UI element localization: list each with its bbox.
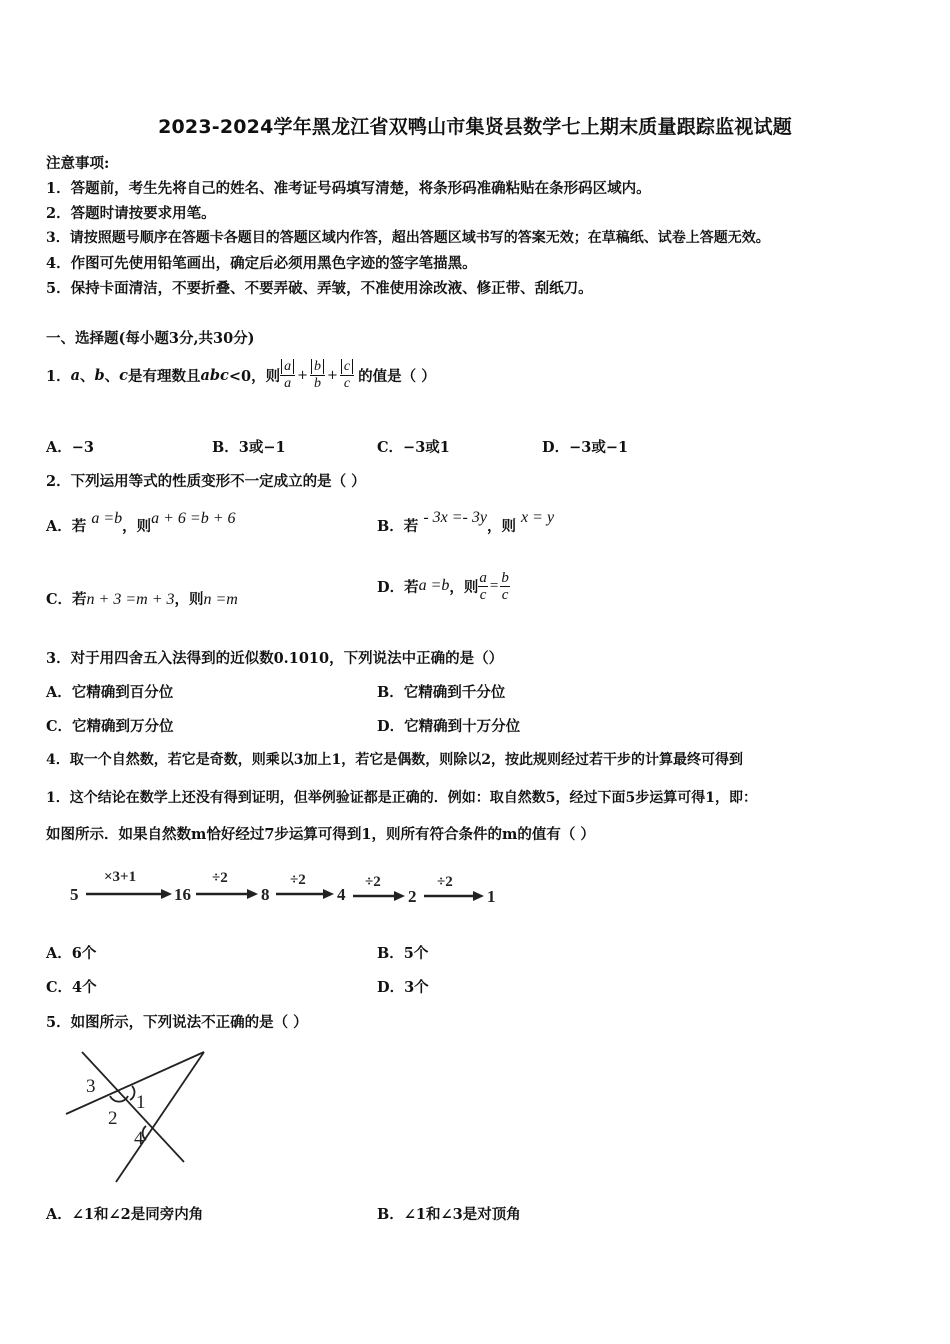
question-1 bbox=[46, 352, 436, 398]
then-text: ，则 bbox=[449, 578, 479, 596]
angle-label-3: 3 bbox=[86, 1076, 96, 1097]
arrow-head-icon bbox=[247, 889, 258, 899]
q1-option-b[interactable]: B．3或−1 bbox=[212, 439, 286, 456]
q1-option-c[interactable]: C．−3或1 bbox=[377, 439, 450, 456]
denominator: a bbox=[284, 375, 292, 391]
flow-num-5: 5 bbox=[70, 885, 79, 904]
condition-abc: abc bbox=[200, 366, 229, 384]
angle-arc-2 bbox=[110, 1096, 128, 1102]
math-expr: a + 6 =b + 6 bbox=[151, 510, 236, 527]
sep: 、 bbox=[104, 367, 120, 385]
q3-option-d[interactable]: D．它精确到十万分位 bbox=[377, 718, 521, 735]
intersecting-lines-figure bbox=[60, 1044, 210, 1184]
notice-item-3: 3．请按照题号顺序在答题卡各题目的答题区域内作答，超出答题区域书写的答案无效；在草稿纸、试卷上答题无效。 bbox=[46, 230, 770, 246]
angle-label-2: 2 bbox=[108, 1108, 118, 1129]
flow-num-2: 2 bbox=[408, 887, 417, 906]
math-expr: n =m bbox=[203, 591, 238, 608]
numerator: c bbox=[341, 359, 353, 374]
sep: 、 bbox=[80, 367, 95, 385]
angle-arc-1 bbox=[130, 1086, 134, 1100]
fraction-abs-c-over-c bbox=[340, 359, 354, 392]
denominator: b bbox=[314, 375, 322, 391]
denominator: c bbox=[343, 375, 351, 391]
fraction-b-over-c bbox=[500, 570, 510, 603]
question-3: 3．对于用四舍五入法得到的近似数0.1010，下列说法中正确的是（） bbox=[46, 650, 504, 667]
fraction-abs-a-over-a bbox=[280, 359, 295, 392]
option-label: D．若 bbox=[377, 578, 419, 596]
flow-num-1: 1 bbox=[487, 887, 496, 906]
flow-num-8: 8 bbox=[261, 885, 270, 904]
q4-option-b[interactable]: B．5个 bbox=[377, 945, 429, 962]
flow-num-4: 4 bbox=[337, 885, 346, 904]
var-b: b bbox=[94, 366, 105, 384]
arrow-head-icon bbox=[473, 891, 484, 901]
section-heading-choice: 一、选择题(每小题3分,共30分) bbox=[46, 330, 255, 347]
arrow-head-icon bbox=[161, 889, 172, 899]
option-label: B．若 bbox=[377, 518, 419, 535]
flow-op-div2: ÷2 bbox=[365, 874, 381, 890]
q2-option-c[interactable] bbox=[46, 588, 238, 609]
math-expr: - 3x =- 3y bbox=[423, 509, 487, 526]
var-a: a bbox=[70, 366, 80, 384]
then-text: ，则 bbox=[174, 591, 204, 608]
plus-sign: + bbox=[297, 367, 309, 383]
equals-sign: = bbox=[489, 577, 499, 594]
question-1-tail: 的值是（ ） bbox=[358, 367, 436, 385]
q1-option-a[interactable]: A．−3 bbox=[46, 439, 94, 456]
math-expr: a =b bbox=[91, 510, 123, 527]
fraction-a-over-c bbox=[478, 570, 488, 603]
q5-option-a[interactable]: A．∠1和∠2是同旁内角 bbox=[46, 1206, 204, 1223]
question-5: 5．如图所示，下列说法不正确的是（ ） bbox=[46, 1014, 308, 1031]
var-c: c bbox=[119, 366, 128, 384]
flow-op-div2: ÷2 bbox=[437, 874, 453, 890]
numerator: b bbox=[311, 359, 324, 374]
q3-option-c[interactable]: C．它精确到万分位 bbox=[46, 718, 174, 735]
q2-option-b[interactable] bbox=[377, 509, 555, 536]
notice-item-2: 2．答题时请按要求用笔。 bbox=[46, 205, 216, 222]
question-4-line-2: 1．这个结论在数学上还没有得到证明，但举例验证都是正确的．例如：取自然数5，经过下面5步运算可得1，即： bbox=[46, 790, 757, 806]
question-1-text: 是有理数且 bbox=[127, 367, 201, 385]
q2-option-d[interactable] bbox=[377, 564, 510, 608]
question-1-text-2: <0，则 bbox=[228, 367, 281, 385]
numerator: a bbox=[479, 569, 487, 586]
question-1-number: 1． bbox=[46, 367, 71, 385]
q3-option-a[interactable]: A．它精确到百分位 bbox=[46, 684, 174, 701]
plus-sign: + bbox=[327, 367, 338, 383]
question-4-line-3: 如图所示．如果自然数m恰好经过7步运算可得到1，则所有符合条件的m的值有（ ） bbox=[46, 826, 595, 843]
notice-item-5: 5．保持卡面清洁，不要折叠、不要弄破、弄皱，不准使用涂改液、修正带、刮纸刀。 bbox=[46, 280, 593, 297]
q1-option-d[interactable]: D．−3或−1 bbox=[542, 439, 629, 456]
option-label: C．若 bbox=[46, 591, 87, 608]
question-2: 2．下列运用等式的性质变形不一定成立的是（ ） bbox=[46, 473, 366, 490]
question-4-line-1: 4．取一个自然数，若它是奇数，则乘以3加上1，若它是偶数，则除以2，按此规则经过若干步的计算最终可得到 bbox=[46, 752, 743, 768]
q4-option-d[interactable]: D．3个 bbox=[377, 979, 429, 996]
numerator: b bbox=[501, 569, 509, 586]
angle-label-4: 4 bbox=[134, 1128, 144, 1149]
then-text: ，则 bbox=[486, 518, 516, 535]
denominator: c bbox=[479, 586, 487, 603]
math-expr: a =b bbox=[418, 577, 450, 594]
fraction-abs-b-over-b bbox=[310, 359, 325, 392]
flow-op-div2: ÷2 bbox=[290, 872, 306, 888]
q5-option-b[interactable]: B．∠1和∠3是对顶角 bbox=[377, 1206, 521, 1223]
notice-item-4: 4．作图可先使用铅笔画出，确定后必须用黑色字迹的签字笔描黑。 bbox=[46, 255, 477, 272]
math-expr: x = y bbox=[521, 509, 555, 526]
arrow-head-icon bbox=[323, 889, 334, 899]
arrow-head-icon bbox=[394, 891, 405, 901]
option-label: A．若 bbox=[46, 518, 87, 535]
notice-heading: 注意事项: bbox=[46, 155, 110, 172]
flow-op-div2: ÷2 bbox=[212, 870, 228, 886]
flow-num-16: 16 bbox=[174, 885, 191, 904]
page-title: 2023-2024学年黑龙江省双鸭山市集贤县数学七上期末质量跟踪监视试题 bbox=[158, 116, 792, 138]
notice-item-1: 1．答题前，考生先将自己的姓名、准考证号码填写清楚，将条形码准确粘贴在条形码区域内。 bbox=[46, 180, 651, 197]
flow-op-times3plus1: ×3+1 bbox=[104, 869, 137, 885]
q4-option-a[interactable]: A．6个 bbox=[46, 945, 97, 962]
calculation-flow-diagram bbox=[60, 862, 510, 914]
numerator: a bbox=[281, 359, 294, 374]
q2-option-a[interactable] bbox=[46, 510, 236, 536]
math-expr: n + 3 =m + 3 bbox=[86, 591, 175, 608]
q4-option-c[interactable]: C．4个 bbox=[46, 979, 97, 996]
then-text: ，则 bbox=[122, 518, 152, 535]
angle-label-1: 1 bbox=[136, 1092, 146, 1113]
q3-option-b[interactable]: B．它精确到千分位 bbox=[377, 684, 506, 701]
denominator: c bbox=[501, 586, 509, 603]
